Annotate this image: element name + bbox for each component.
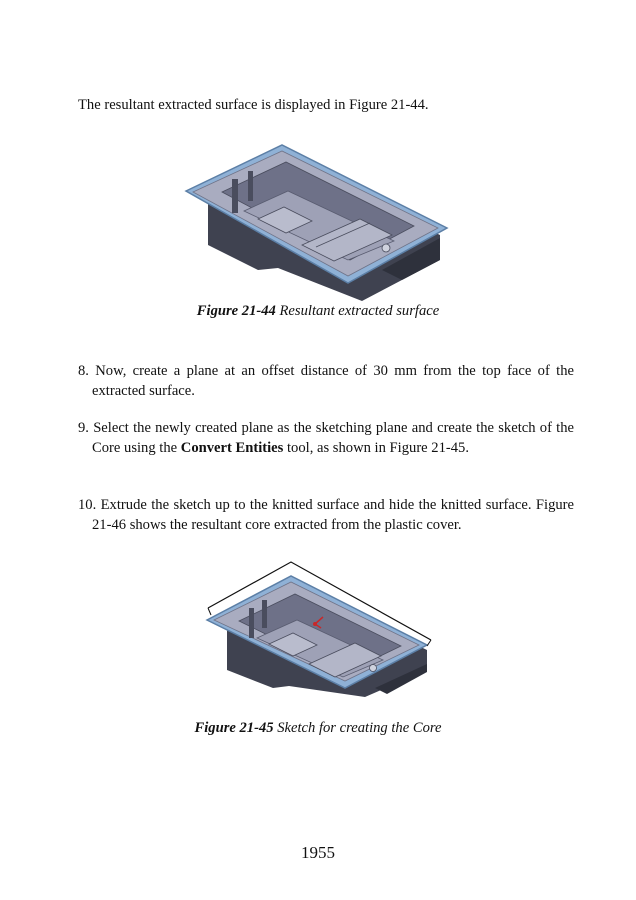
figure-21-45-caption	[0, 720, 636, 737]
step-10-paragraph: 10. Extrude the sketch up to the knitted surface and hide the knitted surface. Figure 21-46 shows the resultant core extracted from the plastic cover.	[78, 497, 574, 533]
figure-title: Resultant extracted surface	[279, 303, 440, 319]
figure-number: Figure 21-45	[194, 720, 274, 736]
step-8-paragraph: 8. Now, create a plane at an offset distance of 30 mm from the top face of the extracted surface.	[78, 363, 574, 399]
page-number: 1955	[301, 843, 335, 862]
figure-title: Sketch for creating the Core	[277, 720, 442, 736]
figure-21-44-caption	[0, 303, 636, 320]
intro-paragraph: The resultant extracted surface is displayed in Figure 21-44.	[78, 97, 429, 113]
extracted-surface-figure	[182, 135, 454, 301]
step-9-text-end: tool, as shown in Figure 21-45.	[283, 439, 470, 456]
step-9-paragraph	[78, 419, 574, 458]
core-sketch-figure	[205, 560, 433, 697]
convert-entities-term: Convert Entities	[180, 439, 284, 456]
figure-number: Figure 21-44	[196, 303, 276, 319]
step-9-text-start: 9. Select the newly created plane as the sketching plane and create the sketch of the Core using the	[78, 420, 574, 456]
